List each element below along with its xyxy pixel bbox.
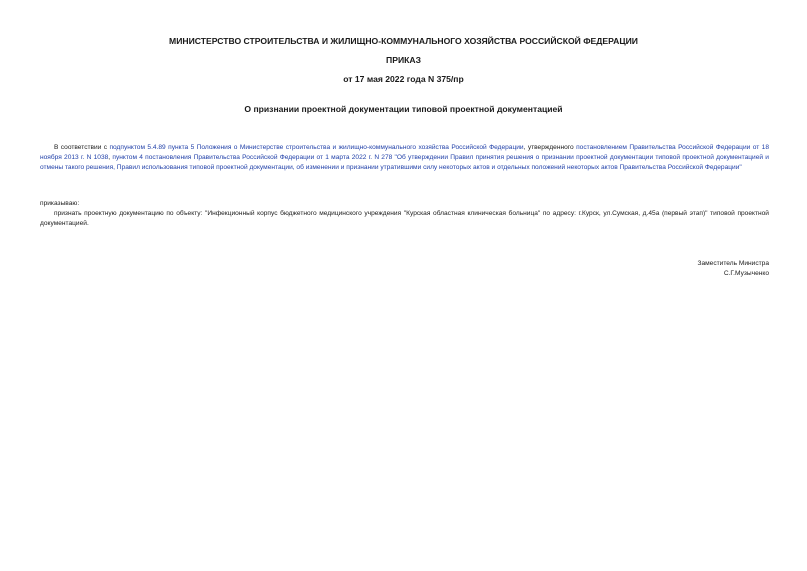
signer-name: С.Г.Музыченко [723, 270, 769, 277]
order-date-number: от 17 мая 2022 года N 375/пр [343, 74, 464, 84]
order-verb: приказываю: [40, 200, 80, 207]
link-regulation-ministry[interactable]: подпунктом 5.4.89 пункта 5 Положения о Министерстве строительства и жилищно-коммунального хозяйства Российской Федерации [109, 144, 524, 151]
basis-text-3: , [108, 154, 113, 161]
basis-text-1: В соответствии с [54, 144, 110, 151]
order-item-paragraph: признать проектную документацию по объекту: "Инфекционный корпус бюджетного медицинского учреждения "Курская областная клиническая больница" по адресу: г.Курск, ул.Сумская, д.45а (первый этап)" типовой проектной документацией. [40, 210, 769, 227]
basis-text-2: , утвержденного [523, 144, 577, 151]
ministry-name: МИНИСТЕРСТВО СТРОИТЕЛЬСТВА И ЖИЛИЩНО-КОММУНАЛЬНОГО ХОЗЯЙСТВА РОССИЙСКОЙ ФЕДЕРАЦИИ [169, 36, 638, 46]
order-title: О признании проектной документации типовой проектной документацией [244, 104, 563, 114]
document-type: ПРИКАЗ [386, 55, 421, 65]
signer-position: Заместитель Министра [697, 260, 769, 267]
link-resolution-1038[interactable]: постановлением Правительства Российской Федерации от 18 ноября 2013 г. N 1038 [40, 144, 769, 161]
link-resolution-278[interactable]: пунктом 4 постановления Правительства Российской Федерации от 1 марта 2022 г. N 278 "Об утверждении Правил принятия решения о признании проектной документации типовой проектной документацией и отмены такого решения, Правил использования типовой проектной документации, об изменении и признании утратившими силу некоторых актов и отдельных положений некоторых актов Правительства Российской Федерации" [40, 154, 769, 171]
legal-basis-paragraph [40, 143, 769, 173]
